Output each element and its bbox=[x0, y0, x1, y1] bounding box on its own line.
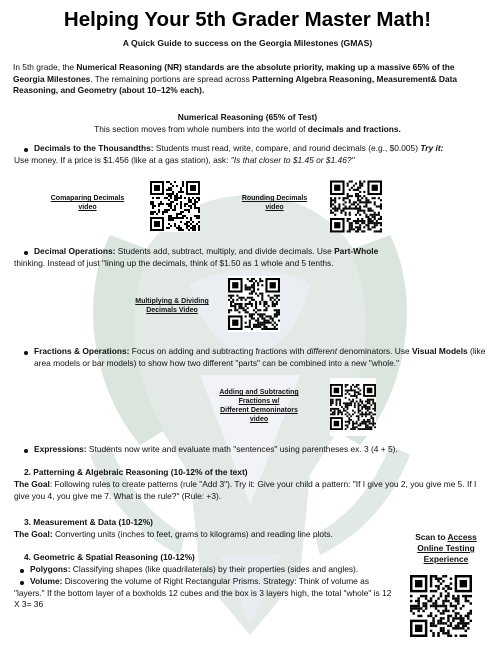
decimal-operations-item-cont: thinking. Instead of just "lining up the decimals, think of $1.50 as 1 whole and 5 tenths. bbox=[14, 258, 334, 268]
nr-subheading: This section moves from whole numbers into the world of decimals and fractions. bbox=[94, 124, 401, 134]
adding-subtracting-fractions-video-link[interactable]: Adding and Subtracting Fractions w/ Different Demoninators video bbox=[219, 389, 299, 423]
decimals-thousandths-item: Decimals to the Thousandths: Students must read, write, compare, and round decimals (e.g., $0.005) Try it: bbox=[34, 143, 444, 153]
decimal-operations-item: Decimal Operations: Students add, subtract, multiply, and divide decimals. Use Part-Whole bbox=[34, 246, 379, 256]
qr-code-multiplying[interactable] bbox=[228, 276, 280, 332]
rounding-decimals-video-link[interactable]: Rounding Decimals video bbox=[241, 195, 308, 211]
expressions-item: Expressions: Students now write and evaluate math "sentences" using parentheses ex. 3 (4 + 5). bbox=[34, 444, 398, 454]
qr-code-rounding[interactable] bbox=[330, 180, 382, 233]
bullet bbox=[24, 251, 28, 255]
comparing-decimals-video-link[interactable]: Comaparing Decimals video bbox=[50, 195, 125, 211]
decimals-thousandths-item-cont: Use money. If a price is $1.456 (like at a gas station), ask: "Is that closer to $1.45 or $1.46?" bbox=[14, 155, 355, 165]
bullet bbox=[24, 351, 28, 355]
qr-code-comparing[interactable] bbox=[150, 180, 200, 232]
patterning-heading: 2. Patterning & Algebraic Reasoning (10-12% of the text) bbox=[24, 467, 248, 477]
bullet bbox=[24, 449, 28, 453]
qr-code-online-testing[interactable] bbox=[410, 574, 472, 638]
qr-code-adding[interactable] bbox=[330, 378, 376, 436]
online-testing-scan-label[interactable]: Scan to Access Online Testing Experience bbox=[415, 532, 477, 564]
fractions-operations-item: Fractions & Operations: Focus on adding and subtracting fractions with different denominators. Use Visual Models (like area models or bar models) to show how two different "parts" can be combined into a new "whole." bbox=[34, 346, 486, 368]
measurement-goal: The Goal: Converting units (inches to feet, grams to kilograms) and reading line plots. bbox=[14, 529, 333, 539]
volume-item: Volume: Discovering the volume of Right Rectangular Prisms. Strategy: Think of volume as "layers." If the bottom layer of a boxholds 12 cubes and the box is 3 layers high, the total "whole" is 12 X 3= 36 bbox=[14, 576, 392, 610]
bullet bbox=[24, 148, 28, 152]
patterning-goal: The Goal: Following rules to create patterns (rule "Add 3"). Try it: Give your child a pattern: "If I give you 2, you give me 5. If I give you 4, you give me 7. What is the rule?" (Rule: +3). bbox=[14, 479, 477, 501]
polygons-item: Polygons: Classifying shapes (like quadrilaterals) by their properties (sides and angles). bbox=[30, 564, 359, 574]
page-title: Helping Your 5th Grader Master Math! bbox=[63, 8, 432, 31]
measurement-heading: 3. Measurement & Data (10-12%) bbox=[24, 517, 153, 527]
intro-paragraph: In 5th grade, the Numerical Reasoning (NR) standards are the absolute priority, making up a massive 65% of the Georgia Milestones. The remaining portions are spread across Patterning Algebra Reasoning, Measurement& Data Reasoning, and Geometry (about 10–12% each). bbox=[13, 62, 458, 96]
multiplying-dividing-decimals-video-link[interactable]: Multiplying & Dividing Decimals Video bbox=[135, 298, 209, 314]
bullet bbox=[20, 569, 24, 573]
geometry-heading: 4. Geometric & Spatial Reasoning (10-12%) bbox=[24, 552, 195, 562]
nr-heading: Numerical Reasoning (65% of Test) bbox=[177, 112, 318, 122]
page-subtitle: A Quick Guide to success on the Georgia Milestones (GMAS) bbox=[122, 38, 373, 48]
